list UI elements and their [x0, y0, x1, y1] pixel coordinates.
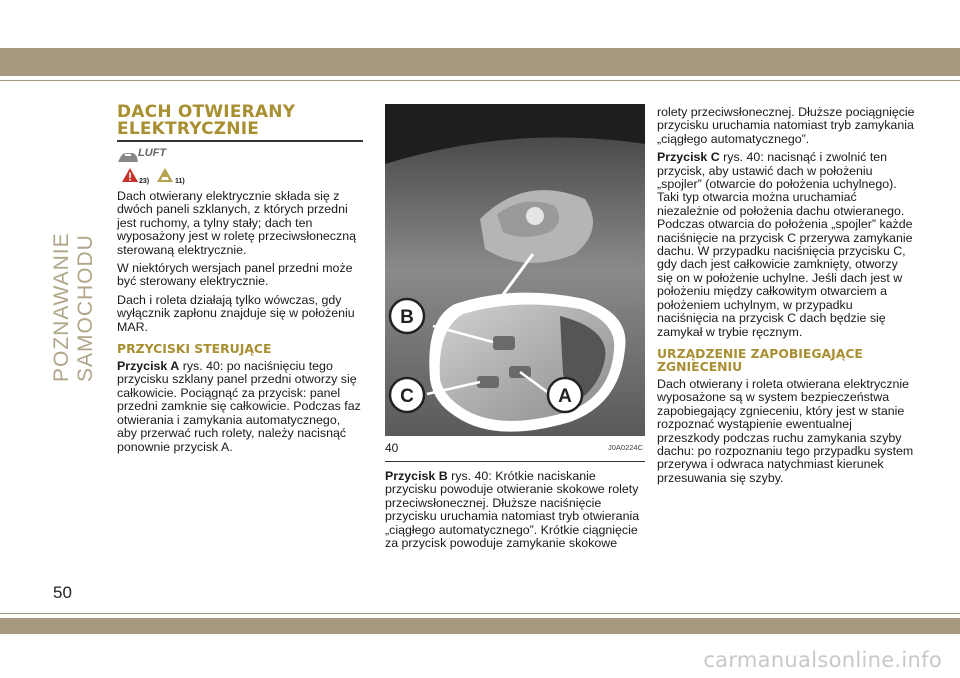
callout-b — [390, 299, 424, 333]
antipinch-paragraph: Dach otwierany i roleta otwierana elektrycznie wyposażone są w system bezpieczeństwa zapobiegający zgnieceniu, który jest w stanie rozpoznać wystąpienie ewentualnej przeszkody podczas ruchu zamykania szyby dachu: po rozpoznaniu tego przypadku system przerywa i odwraca natychmiast kierunek przesuwania się szyby. — [657, 376, 914, 485]
top-rule — [0, 80, 960, 81]
section-title-rule — [117, 140, 363, 142]
warning-triangle-icon — [121, 167, 139, 183]
column-2 — [385, 470, 645, 555]
figure-40-photo — [385, 104, 645, 436]
antipinch-heading-line1: URZĄDZENIE ZAPOBIEGAJĄCE — [657, 345, 863, 361]
sunroof-car-icon — [117, 150, 139, 164]
column-3 — [657, 106, 917, 490]
roof-icon-label: LUFT — [138, 147, 167, 159]
button-a-text: rys. 40: po naciśnięciu tego przycisku szklany panel przedni otworzy się całkowicie. Pociągnąć za przycisk: panel przedni zamknie się całkowicie. Podczas faz otwierania i zamykania automatycznego, aby przerwać ruch rolety, należy nacisnąć ponownie przycisk A. — [117, 359, 361, 454]
button-b-continued: rolety przeciwsłonecznej. Dłuższe pociągnięcie przycisku uruchamia natomiast tryb zamykania „ciągłego automatycznego”. — [657, 105, 915, 146]
column-1 — [117, 104, 363, 459]
top-band — [0, 48, 960, 76]
reference-icons — [117, 166, 363, 186]
section-title-line1: DACH OTWIERANY — [117, 102, 296, 122]
callout-c — [390, 378, 424, 412]
antipinch-heading-line2: ZGNIECENIU — [657, 358, 743, 374]
section-title-line2: ELEKTRYCZNIE — [117, 119, 260, 139]
caution-car-icon — [156, 167, 174, 183]
intro-paragraph-2: W niektórych wersjach panel przedni może być sterowany elektrycznie. — [117, 261, 353, 289]
page-number: 50 — [53, 583, 72, 602]
intro-paragraph-1: Dach otwierany elektrycznie składa się z dwóch paneli szklanych, z których przedni jest ruchomy, a tylny stały; dach ten wyposażony jest w roletę przeciwsłoneczną sterowaną elektrycznie. — [117, 189, 356, 257]
intro-paragraph-3: Dach i roleta działają tylko wówczas, gdy wyłącznik zapłonu znajduje się w położeniu MAR. — [117, 292, 355, 334]
bottom-rule — [0, 613, 960, 614]
figure-caption — [385, 437, 645, 462]
button-b-lead: Przycisk B — [385, 469, 448, 483]
side-section-title: POZNAWANIE SAMOCHODU — [50, 232, 97, 382]
callout-c-label: C — [400, 386, 414, 407]
bottom-band — [0, 618, 960, 634]
button-b-text: rys. 40: Krótkie naciskanie przycisku powoduje otwieranie skokowe rolety przeciwsłonecznej. Dłuższe naciśnięcie przycisku uruchamia natomiast tryb otwierania „ciągłego automatycznego”. Krótkie ciągnięcie za przycisk powoduje zamykanie skokowe — [385, 469, 640, 551]
figure-code: J0A0224C — [607, 443, 643, 452]
controls-heading: PRZYCISKI STERUJĄCE — [117, 341, 272, 357]
warning-reference: 23) — [139, 178, 150, 185]
button-c-lead: Przycisk C — [657, 150, 720, 165]
button-a-lead: Przycisk A — [117, 359, 180, 374]
callout-b-label: B — [400, 307, 414, 328]
callout-a — [548, 378, 582, 412]
roof-icon-row — [117, 146, 363, 164]
figure-number: 40 — [385, 441, 399, 455]
watermark: carmanualsonline.info — [703, 648, 942, 672]
button-c-text: rys. 40: nacisnąć i zwolnić ten przycisk, aby ustawić dach w położeniu „spojler” (otwarcie do położenia uchylnego). Taki typ otwarcia można uruchamiać niezależnie od położenia dachu otwieranego. Podczas otwarcia do położenia „spojler” każde naciśnięcie na przycisk C przerywa zamykanie dachu. W przypadku naciśnięcia przycisku C, gdy dach jest całkowicie zamknięty, otworzy się on w położenie uchylne. Jeśli dach jest w położeniu między całkowitym otwarciem a położeniem uchylnym, w przypadku naciśnięcia na przycisk C dach będzie się zamykał w trybie ręcznym. — [657, 150, 913, 339]
section-title — [117, 104, 363, 138]
button-b-paragraph — [385, 470, 645, 550]
button-c-paragraph — [657, 151, 917, 339]
caution-reference: 11) — [175, 178, 185, 185]
callout-a-label: A — [558, 386, 572, 407]
roof-console-illustration — [385, 104, 645, 436]
antipinch-heading — [657, 347, 917, 373]
button-a-paragraph — [117, 360, 363, 454]
